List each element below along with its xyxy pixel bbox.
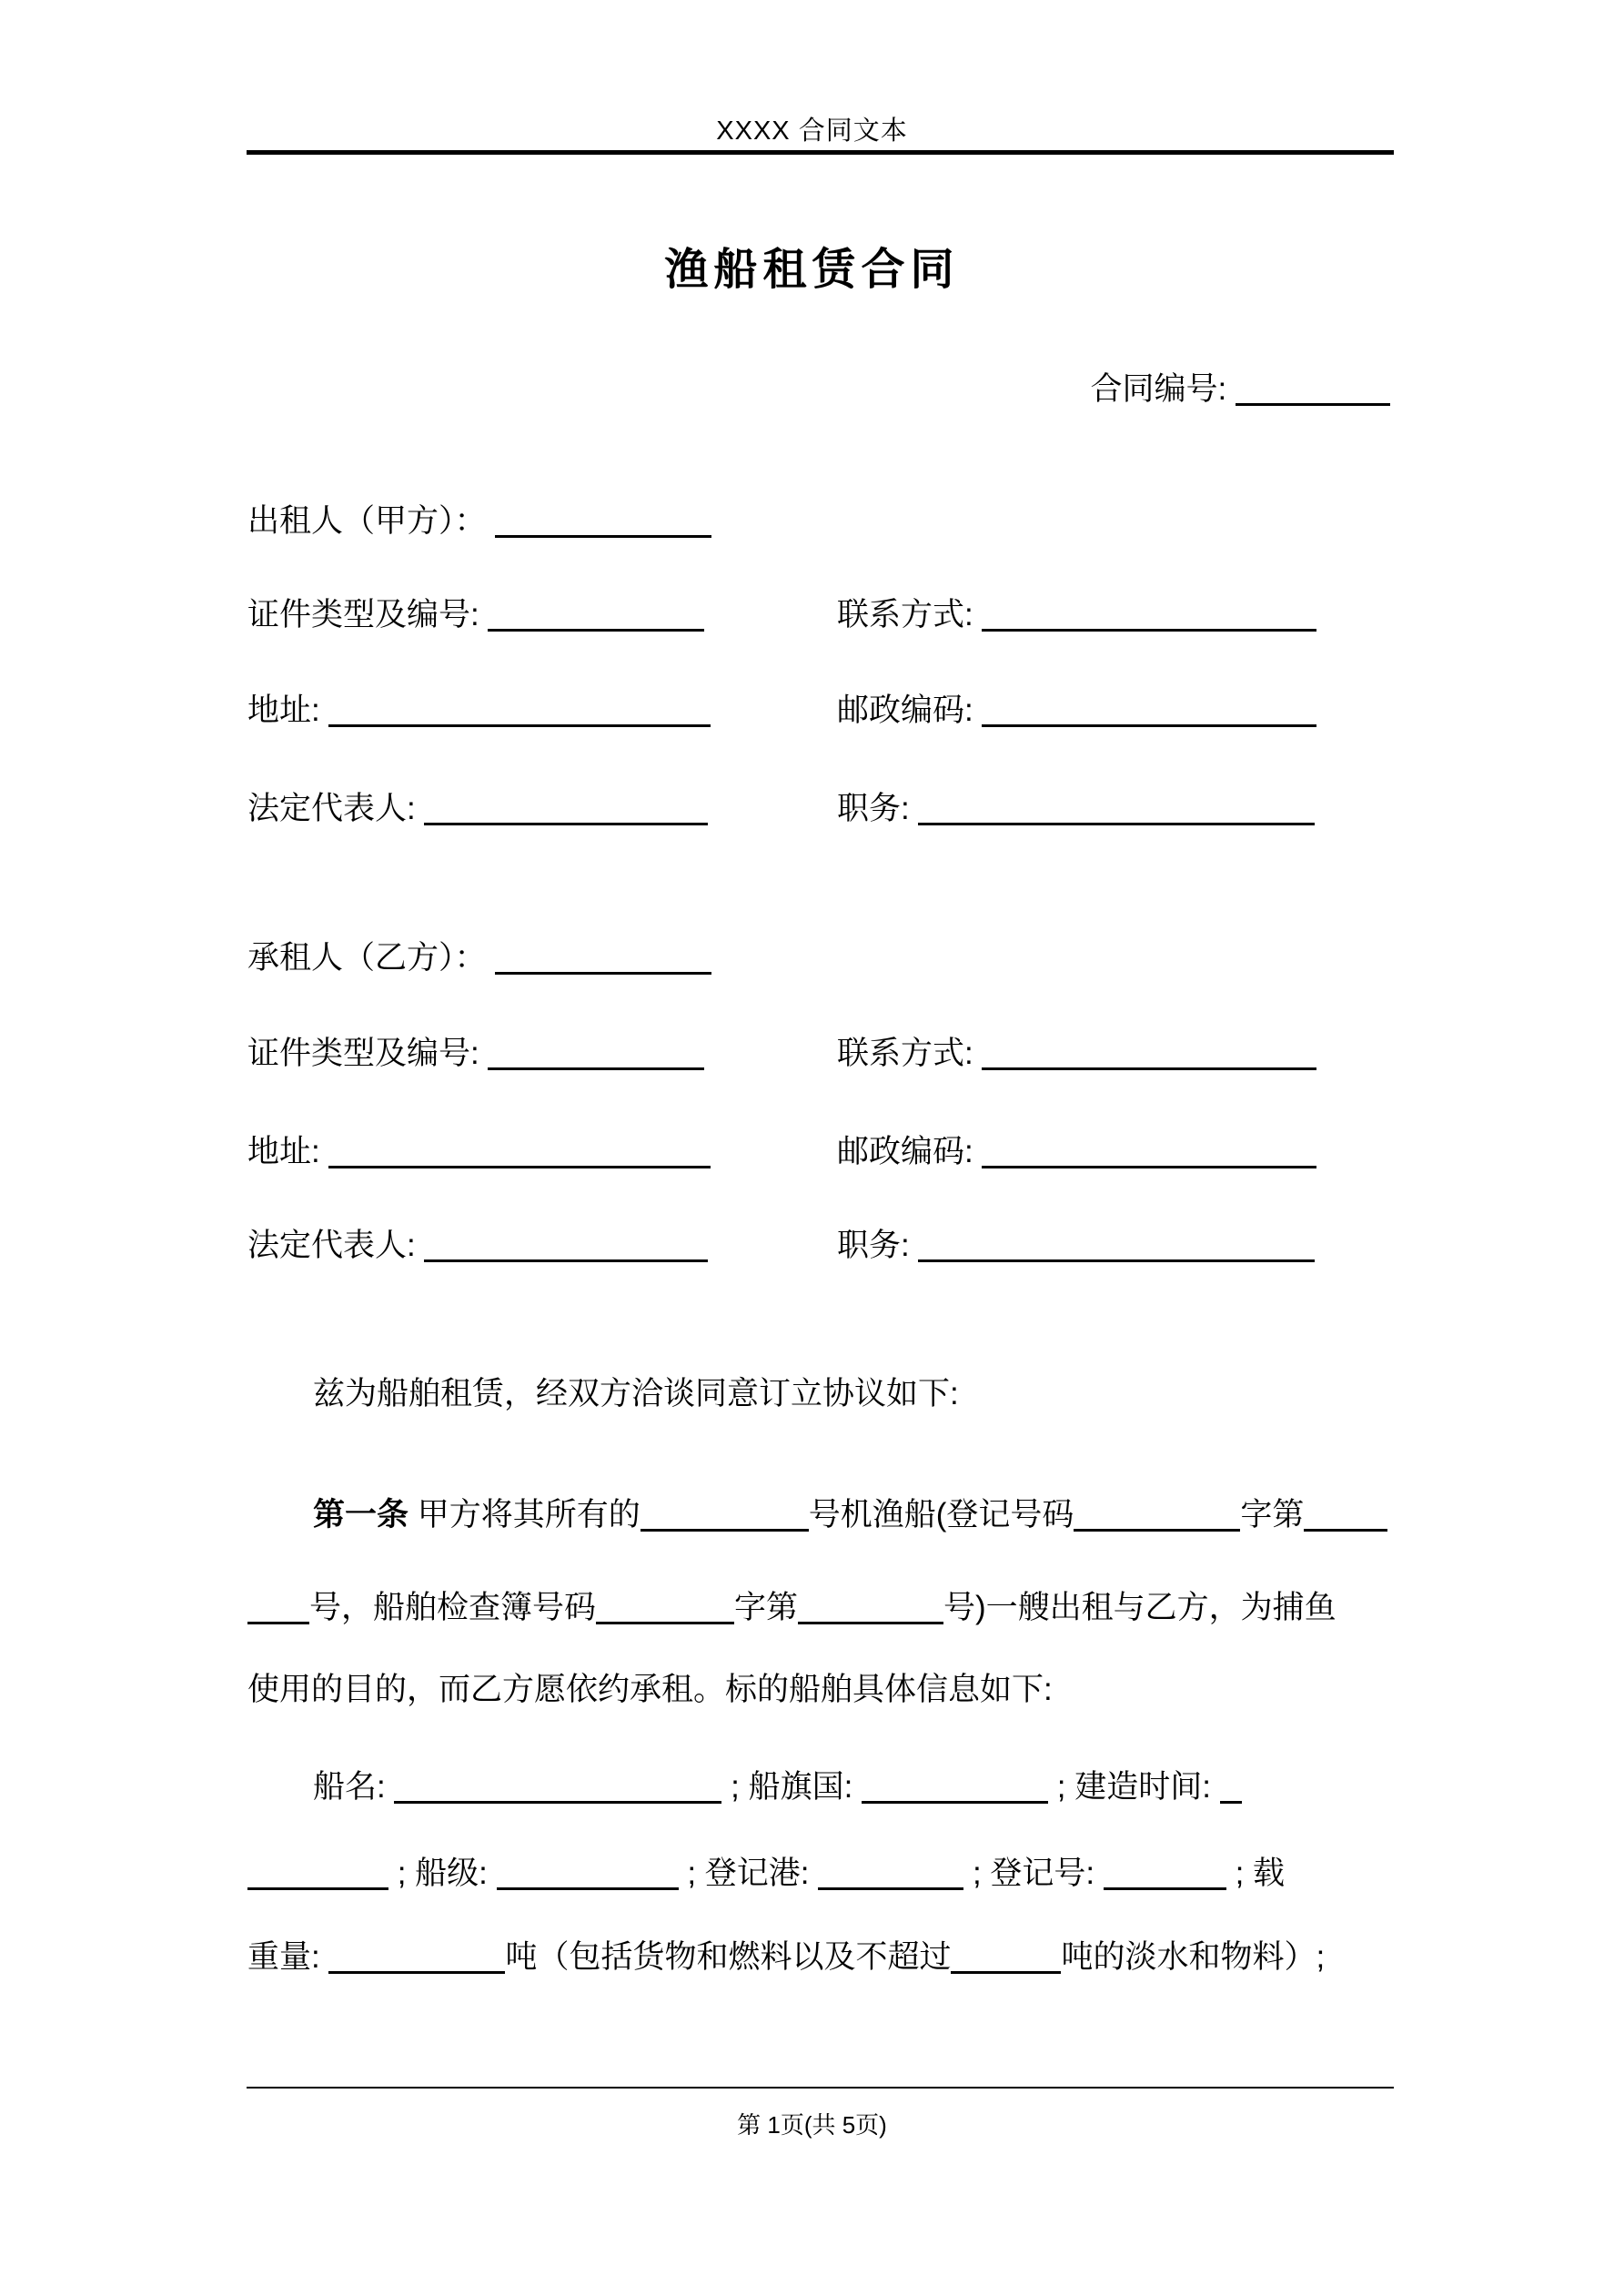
blank-underline [328,1165,711,1168]
blank-underline [1236,402,1390,406]
blank-underline [497,1886,679,1890]
blank-underline [1220,1800,1242,1804]
text-run: 重量: [247,1939,329,1975]
text-run: 使用的目的，而乙方愿依约承租。标的船舶具体信息如下: [247,1672,1053,1707]
lessee-title-line [837,1227,1315,1265]
text-run: ; 船旗国: [721,1769,862,1805]
text-run: 吨的淡水和物料）; [1061,1939,1326,1975]
text-run: 联系方式: [837,1036,983,1071]
text-run: 兹为船舶租赁，经双方洽谈同意订立协议如下: [313,1376,959,1411]
blank-underline [1074,1528,1240,1532]
blank-underline [918,1259,1315,1262]
lessor-address-line [247,692,711,730]
lessee-contact-line [837,1035,1316,1073]
text-run: 法定代表人: [247,791,425,826]
text-run: 号机渔船(登记号码 [808,1497,1074,1532]
blank-underline [918,822,1315,825]
blank-underline [596,1621,734,1624]
blank-underline [1304,1528,1387,1532]
text-run: ; 船级: [388,1856,497,1891]
blank-underline [424,1259,708,1262]
blank-underline [247,1886,388,1890]
text-run: 字第 [1240,1497,1305,1532]
blank-underline [818,1886,963,1890]
lessee-address-line [247,1133,711,1171]
text-run: 联系方式: [837,597,983,632]
clause1-line2 [247,1589,1337,1627]
blank-underline [982,1165,1316,1168]
lessee-address-row [247,1133,1394,1171]
text-run: 法定代表人: [247,1228,425,1263]
blank-underline [1104,1886,1226,1890]
lessee-postal-line [837,1133,1316,1171]
header-rule [247,150,1394,155]
lessor-cert-label-line [247,596,704,634]
text-run: 第一条 [313,1497,409,1532]
text-run: 甲方将其所有的 [409,1497,641,1532]
text-run: 号，船舶检查簿号码 [309,1590,597,1625]
page-number: 第 1页(共 5页) [737,2111,887,2139]
ship-info-line1 [313,1768,1242,1806]
lessee-name-line [247,939,711,977]
blank-underline [247,1621,309,1624]
blank-underline [424,822,708,825]
lessor-title-line [837,790,1315,828]
blank-underline [488,1067,704,1070]
clause1-line1 [313,1496,1387,1534]
text-run: 合同编号: [1090,371,1236,407]
ship-info-line3 [247,1938,1325,1977]
lessor-contact-line [837,596,1316,634]
text-run: 邮政编码: [837,1134,983,1169]
text-run: ; 载 [1226,1856,1286,1891]
document-title: 渔船租赁合同 [664,246,960,294]
lessee-representative-row [247,1227,1394,1265]
lessor-representative-line [247,790,708,828]
text-run: 承租人（乙方）： [247,940,496,976]
blank-underline [982,1067,1316,1070]
ship-info-line2 [247,1855,1285,1893]
clause1-line3 [247,1671,1053,1709]
blank-underline [951,1970,1061,1974]
text-run: 职务: [837,791,919,826]
footer-rule [247,2087,1394,2089]
text-run: 字第 [734,1590,799,1625]
lessor-address-row [247,692,1394,730]
lessor-postal-line [837,692,1316,730]
blank-underline [982,628,1316,632]
blank-underline [328,723,711,727]
blank-underline [488,628,704,632]
contract-number-line [247,370,1390,409]
blank-underline [798,1621,943,1624]
blank-underline [862,1800,1048,1804]
page-header: XXXX 合同文本 [716,116,908,146]
lessor-name-line [247,502,711,541]
blank-underline [495,971,711,975]
text-run: 吨（包括货物和燃料以及不超过 [505,1939,952,1975]
blank-underline [394,1800,721,1804]
blank-underline [495,534,711,538]
blank-underline [982,723,1316,727]
lessor-representative-row [247,790,1394,828]
blank-underline [641,1528,809,1532]
lessee-representative-line [247,1227,708,1265]
text-run: 证件类型及编号: [247,1036,489,1071]
blank-underline [328,1970,505,1974]
lessor-cert-row [247,596,1394,634]
lessee-cert-row [247,1035,1394,1073]
text-run: ; 建造时间: [1048,1769,1220,1805]
text-run: 职务: [837,1228,919,1263]
text-run: 邮政编码: [837,693,983,728]
text-run: 地址: [247,693,329,728]
text-run: ; 登记港: [678,1856,819,1891]
intro-paragraph [313,1375,959,1413]
text-run: 地址: [247,1134,329,1169]
text-run: 船名: [313,1769,395,1805]
text-run: 出租人（甲方）： [247,503,496,539]
text-run: 证件类型及编号: [247,597,489,632]
text-run: 号)一艘出租与乙方，为捕鱼 [943,1590,1337,1625]
text-run: ; 登记号: [963,1856,1104,1891]
lessee-cert-label-line [247,1035,704,1073]
